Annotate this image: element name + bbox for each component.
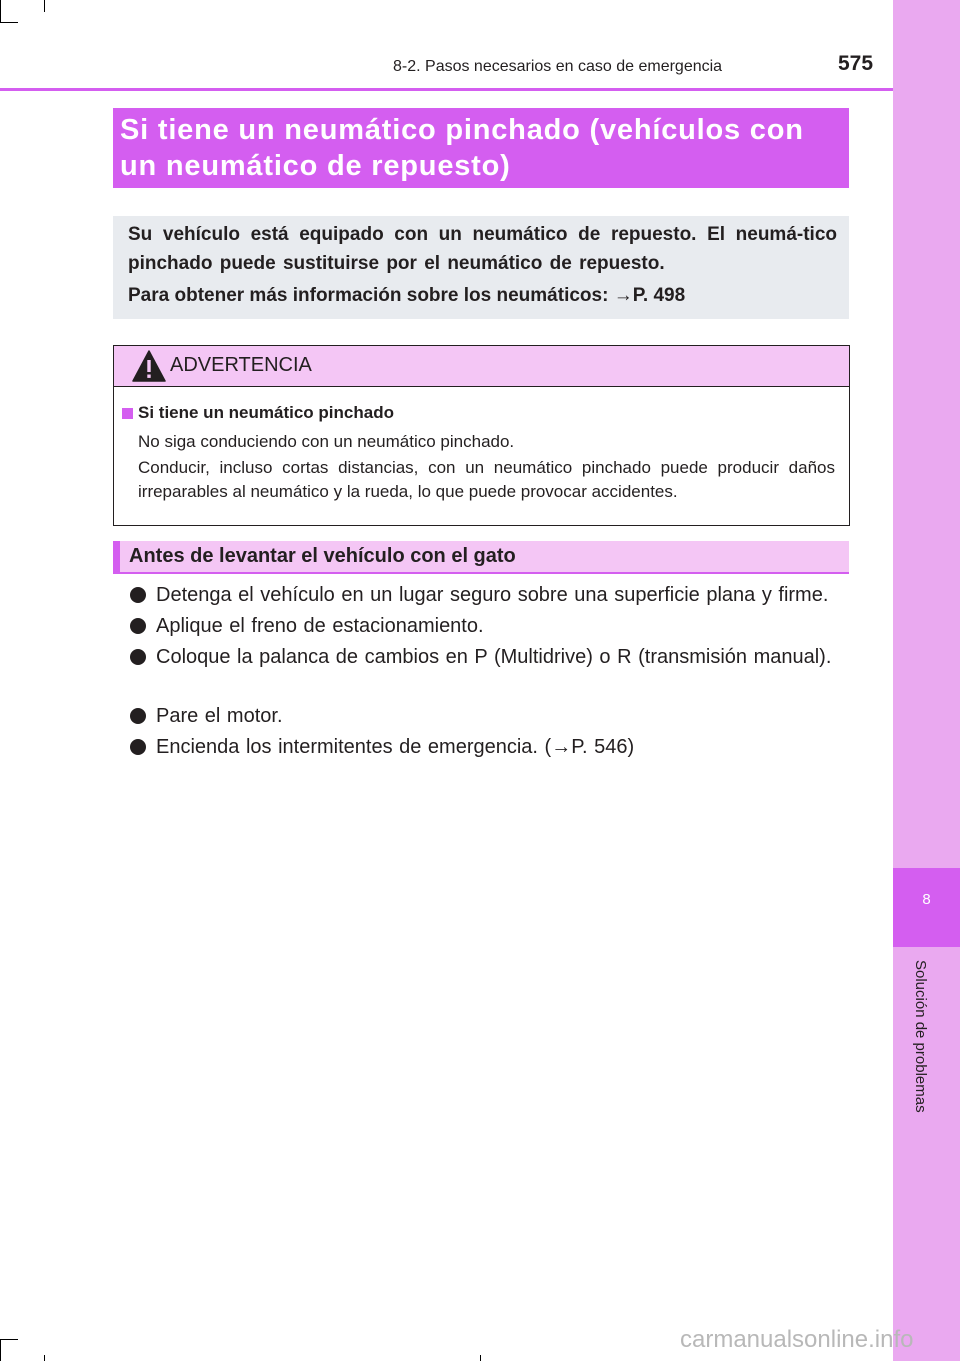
bullet-dot-icon [130, 708, 146, 724]
list-item [128, 733, 843, 762]
watermark: carmanualsonline.info [680, 1326, 914, 1353]
list-item-text: Pare el motor. [156, 705, 283, 727]
warning-triangle-icon [132, 350, 166, 382]
warning-text: No siga conduciendo con un neumático pinchado. [138, 432, 515, 451]
page-title: Si tiene un neumático pinchado (vehículos con un neumático de repuesto) [120, 114, 804, 182]
crop-mark [44, 1355, 45, 1361]
list-item-text: Detenga el vehículo en un lugar seguro sobre una superficie plana y firme. [156, 584, 829, 606]
chapter-side-tab [893, 0, 960, 1361]
warning-header [114, 346, 849, 387]
chapter-number: 8 [893, 868, 960, 947]
crop-mark [0, 1339, 1, 1361]
list-item-text: Coloque la palanca de cambios en P (Multidrive) o R (transmisión manual). [156, 646, 832, 668]
crop-mark [0, 0, 1, 22]
bullet-dot-icon [130, 739, 146, 755]
section-heading: Antes de levantar el vehículo con el gato [129, 545, 516, 567]
list-item [128, 702, 843, 731]
header-divider [0, 88, 893, 91]
section-heading-bar [113, 541, 849, 574]
bullet-dot-icon [130, 618, 146, 634]
warning-subheading: Si tiene un neumático pinchado [138, 403, 394, 422]
list-item-text: Aplique el freno de estacionamiento. [156, 615, 484, 637]
square-bullet-icon [122, 408, 133, 419]
section-label: 8-2. Pasos necesarios en caso de emergencia [393, 58, 723, 75]
section-accent-bar [113, 541, 120, 572]
list-item-text: Encienda los intermitentes de emergencia. (→P. 546) [156, 736, 635, 758]
crop-mark [0, 1339, 18, 1340]
crop-mark [480, 1355, 481, 1361]
intro-reference: Para obtener más información sobre los neumáticos: →P. 498 [128, 285, 686, 306]
page-number: 575 [838, 52, 874, 75]
warning-title: ADVERTENCIA [170, 354, 312, 376]
chapter-label: Solución de problemas [912, 960, 929, 1113]
warning-box [113, 345, 850, 526]
intro-box [113, 216, 849, 319]
crop-mark [44, 0, 45, 12]
list-item [128, 581, 843, 610]
intro-paragraph: Su vehículo está equipado con un neumático de repuesto. El neumá-tico pinchado puede sustituirse por el neumático de repuesto. [128, 224, 837, 274]
list-item [128, 643, 843, 672]
list-item [128, 612, 843, 641]
warning-text: Conducir, incluso cortas distancias, con un neumático pinchado puede producir daños irreparables al neumático y la rueda, lo que puede provocar accidentes. [138, 458, 835, 501]
bullet-dot-icon [130, 587, 146, 603]
crop-mark [0, 22, 18, 23]
page-title-bar [113, 108, 849, 188]
bullet-dot-icon [130, 649, 146, 665]
